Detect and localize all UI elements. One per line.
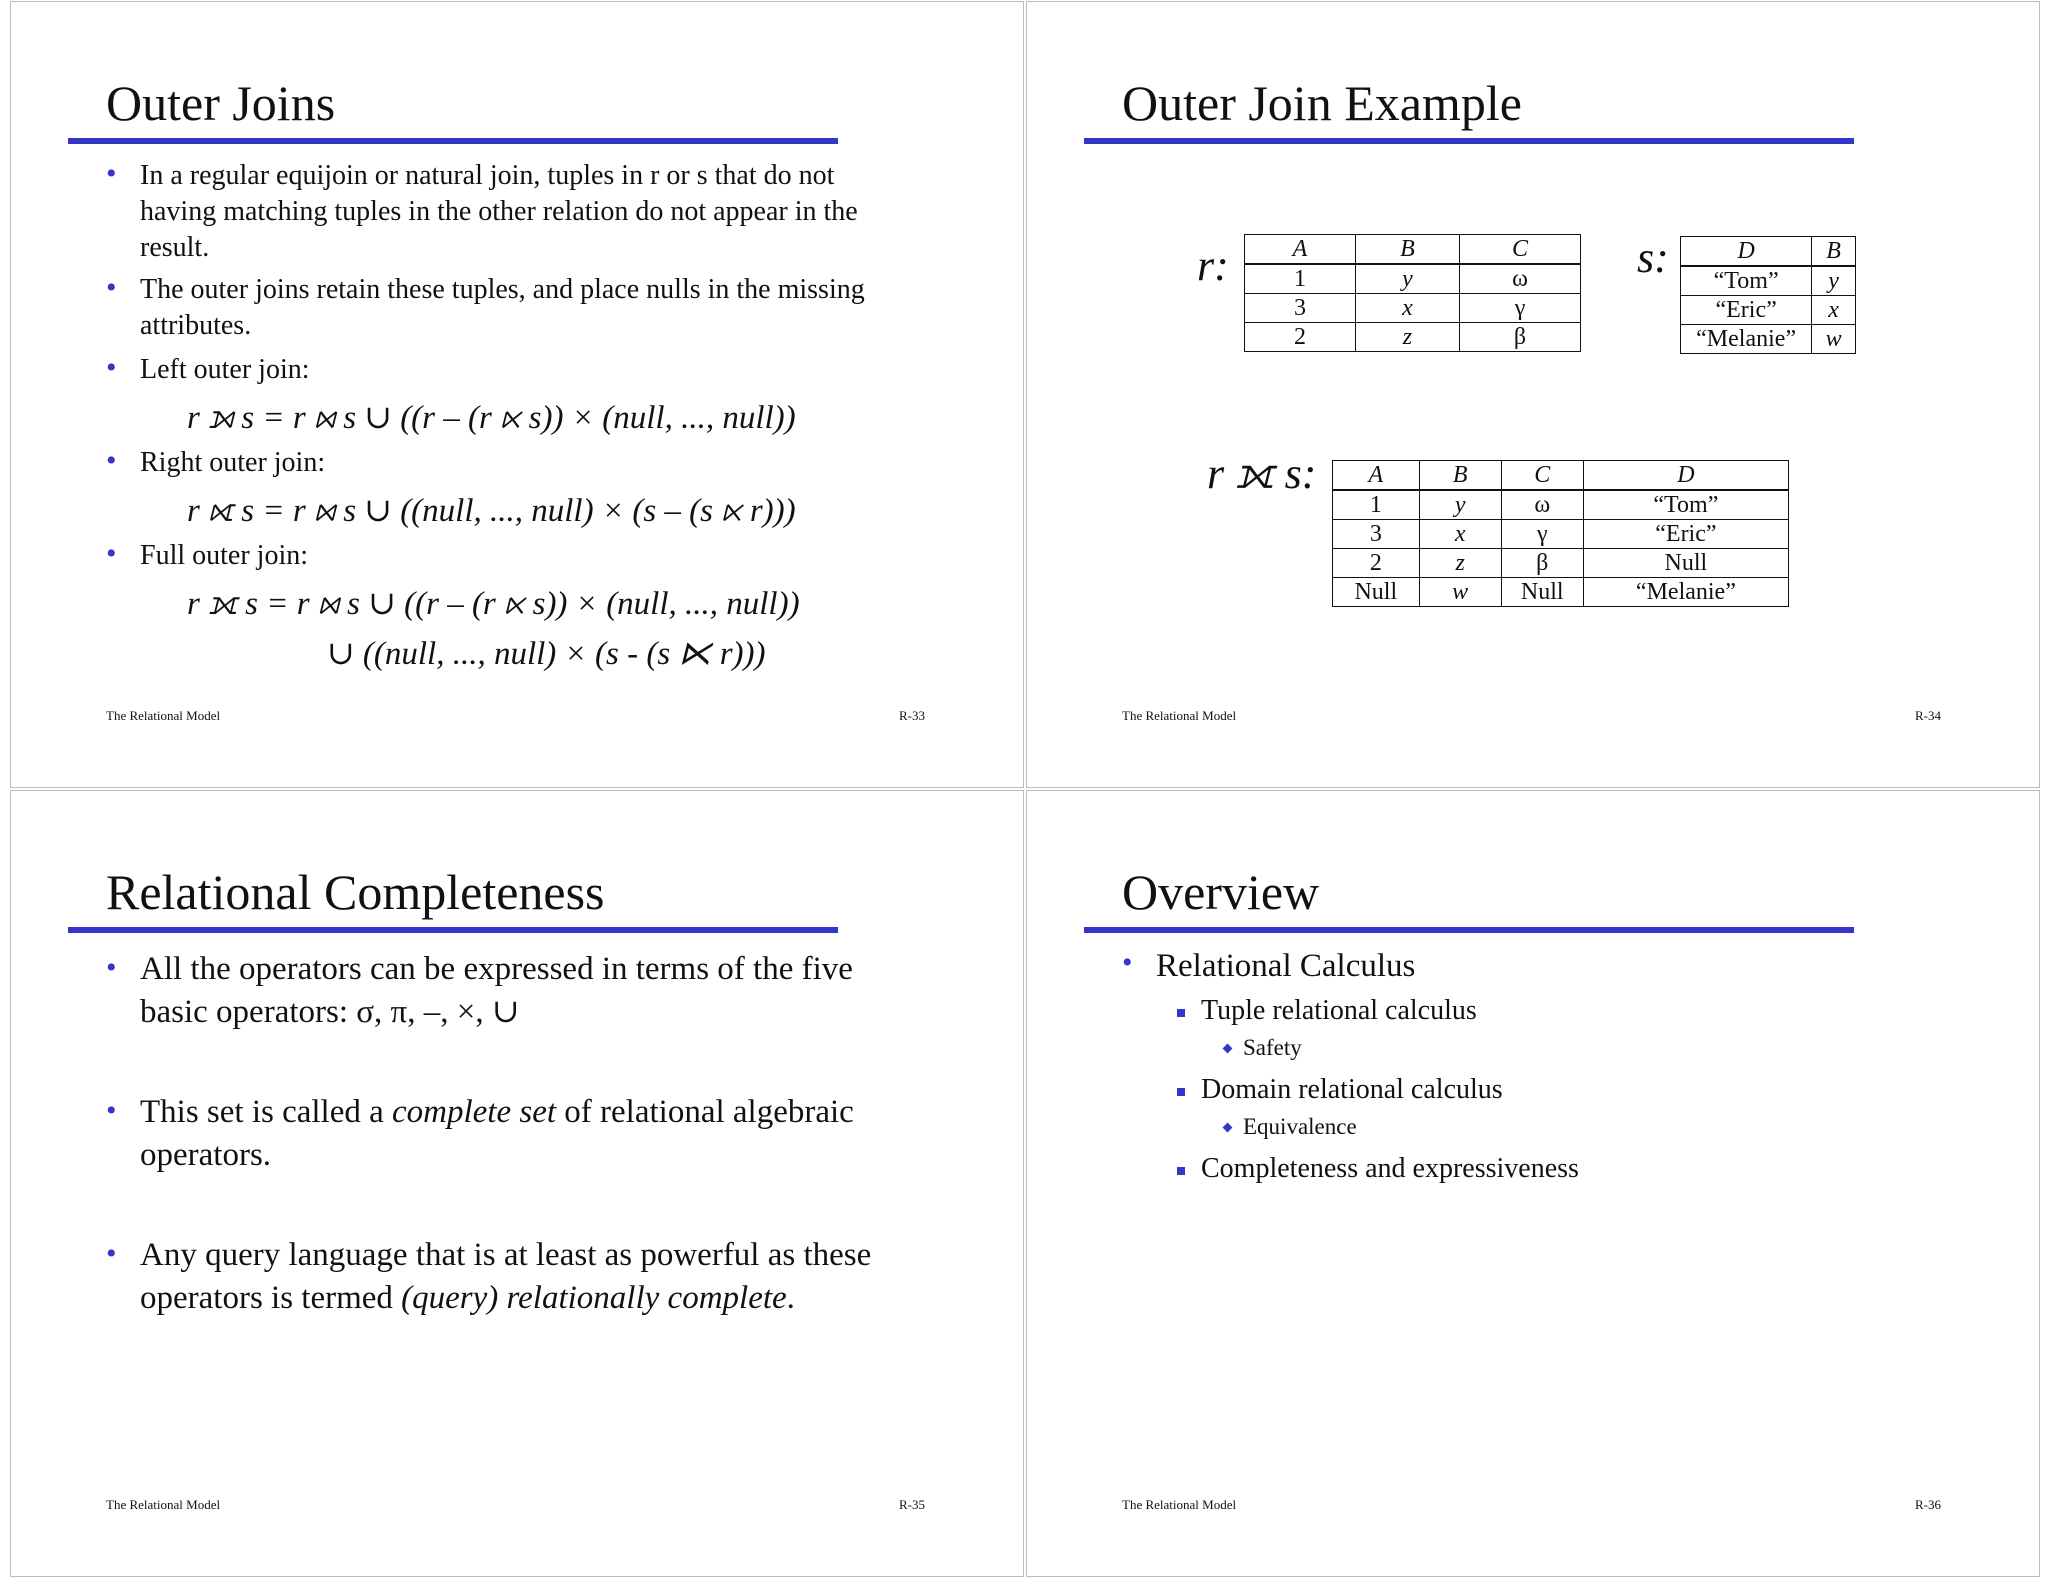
outline-level2-item: Completeness and expressiveness (1177, 1153, 1579, 1185)
outline-level1-item: • Relational Calculus (1122, 946, 1416, 984)
square-bullet-icon (1177, 1088, 1185, 1096)
table-row (1681, 266, 1856, 296)
title-rule (68, 927, 838, 933)
bullet-dot-icon: • (106, 157, 117, 190)
relation-r-label: r: (1197, 241, 1229, 290)
title-rule (68, 138, 838, 144)
column-header: C (1501, 461, 1583, 491)
outline-level3-item: Safety (1224, 1035, 1302, 1061)
bullet-text: All the operators can be expressed in terms of the five basic operators: σ, π, –, ×, ∪ (140, 951, 853, 1030)
table-row (1333, 578, 1789, 607)
table-cell: “Melanie” (1583, 578, 1788, 607)
bullet-item (106, 538, 906, 574)
table-cell: β (1460, 323, 1581, 352)
table-cell: x (1419, 520, 1501, 549)
table-cell: “Tom” (1681, 266, 1812, 296)
full-outer-join-table (1332, 460, 1789, 607)
bullet-text: Full outer join: (140, 540, 308, 571)
table-cell: “Tom” (1583, 490, 1788, 520)
bullet-item (106, 948, 906, 1034)
page-number: R-34 (1915, 708, 1941, 723)
handout-sheet (10, 0, 2046, 1582)
bullet-dot-icon: • (106, 1237, 117, 1270)
bullet-item (106, 272, 906, 344)
slide-title: Outer Joins (106, 75, 336, 131)
slide-title: Outer Join Example (1122, 75, 1522, 131)
table-cell: 1 (1333, 490, 1420, 520)
table-cell: 3 (1245, 294, 1356, 323)
footer-label: The Relational Model (106, 708, 221, 723)
table-row (1245, 264, 1581, 294)
relation-s-table (1680, 236, 1856, 354)
table-row (1245, 294, 1581, 323)
table-row (1681, 325, 1856, 354)
table-row (1333, 490, 1789, 520)
table-cell: ω (1460, 264, 1581, 294)
slide-r34 (1026, 1, 2040, 788)
bullet-item (106, 158, 906, 266)
table-cell: “Eric” (1583, 520, 1788, 549)
table-cell: ω (1501, 490, 1583, 520)
bullet-text: This set is called a complete set of relational algebraic operators. (140, 1094, 854, 1173)
title-rule (1084, 138, 1854, 144)
table-cell: z (1355, 323, 1459, 352)
outline-level2-item: Domain relational calculus (1177, 1074, 1503, 1106)
table-cell: “Eric” (1681, 296, 1812, 325)
table-cell: y (1812, 266, 1856, 296)
outline-level3-item: Equivalence (1224, 1114, 1357, 1140)
bullet-dot-icon: • (106, 444, 117, 477)
bullet-text: In a regular equijoin or natural join, tuples in r or s that do not having matching tuples in the other relation do not appear in the result. (140, 160, 858, 263)
bullet-text: Any query language that is at least as powerful as these operators is termed (query) relationally complete. (140, 1237, 872, 1316)
table-cell: Null (1583, 549, 1788, 578)
slide-r36 (1026, 790, 2040, 1577)
footer-label: The Relational Model (1122, 708, 1237, 723)
bullet-dot-icon: • (106, 271, 117, 304)
slide-title: Overview (1122, 864, 1320, 920)
relation-s-label: s: (1637, 233, 1669, 282)
table-cell: x (1355, 294, 1459, 323)
bullet-item (106, 352, 906, 388)
relation-r-table (1244, 234, 1581, 352)
bullet-item (106, 1091, 906, 1177)
table-row (1333, 520, 1789, 549)
table-cell: 1 (1245, 264, 1356, 294)
full-outer-join-equation: r ⟗ s = r ⋈ s ∪ ((r – (r ⋉ s)) × (null, ..., null)) (187, 586, 800, 622)
column-header: A (1245, 235, 1356, 265)
table-cell: γ (1460, 294, 1581, 323)
bullet-dot-icon: • (106, 951, 117, 984)
table-cell: Null (1333, 578, 1420, 607)
square-bullet-icon (1177, 1167, 1185, 1175)
table-row (1333, 549, 1789, 578)
bullet-item (106, 445, 906, 481)
left-outer-join-equation: r ⟕ s = r ⋈ s ∪ ((r – (r ⋉ s)) × (null, ..., null)) (187, 400, 796, 436)
table-cell: w (1812, 325, 1856, 354)
slide-title: Relational Completeness (106, 864, 605, 920)
slide-r33 (10, 1, 1024, 788)
table-cell: 2 (1333, 549, 1420, 578)
footer-label: The Relational Model (1122, 1497, 1237, 1512)
table-cell: β (1501, 549, 1583, 578)
table-cell: Null (1501, 578, 1583, 607)
table-cell: x (1812, 296, 1856, 325)
table-cell: 2 (1245, 323, 1356, 352)
column-header: B (1355, 235, 1459, 265)
bullet-dot-icon: • (106, 537, 117, 570)
column-header: B (1812, 237, 1856, 267)
table-row (1681, 296, 1856, 325)
table-cell: y (1355, 264, 1459, 294)
square-bullet-icon (1177, 1009, 1185, 1017)
table-cell: “Melanie” (1681, 325, 1812, 354)
footer-label: The Relational Model (106, 1497, 221, 1512)
bullet-dot-icon: • (1122, 946, 1133, 979)
table-row (1245, 323, 1581, 352)
title-rule (1084, 927, 1854, 933)
bullet-item (106, 1234, 906, 1320)
slide-r35 (10, 790, 1024, 1577)
bullet-dot-icon: • (106, 351, 117, 384)
full-outer-join-label: r ⟗ s: (1207, 449, 1317, 498)
full-outer-join-equation-cont: ∪ ((null, ..., null) × (s - (s ⋉ r))) (327, 636, 766, 672)
outline-level2-item: Tuple relational calculus (1177, 995, 1477, 1027)
page-number: R-33 (899, 708, 925, 723)
page-number: R-35 (899, 1497, 925, 1512)
bullet-text: Right outer join: (140, 447, 326, 478)
table-cell: z (1419, 549, 1501, 578)
column-header: A (1333, 461, 1420, 491)
column-header: D (1583, 461, 1788, 491)
column-header: D (1681, 237, 1812, 267)
bullet-text: Left outer join: (140, 354, 310, 385)
diamond-bullet-icon (1223, 1044, 1233, 1054)
bullet-dot-icon: • (106, 1094, 117, 1127)
column-header: B (1419, 461, 1501, 491)
table-cell: γ (1501, 520, 1583, 549)
right-outer-join-equation: r ⟖ s = r ⋈ s ∪ ((null, ..., null) × (s – (s ⋉ r))) (187, 493, 796, 529)
diamond-bullet-icon (1223, 1123, 1233, 1133)
table-cell: w (1419, 578, 1501, 607)
table-cell: 3 (1333, 520, 1420, 549)
column-header: C (1460, 235, 1581, 265)
bullet-text: The outer joins retain these tuples, and place nulls in the missing attributes. (140, 274, 865, 341)
page-number: R-36 (1915, 1497, 1941, 1512)
table-cell: y (1419, 490, 1501, 520)
